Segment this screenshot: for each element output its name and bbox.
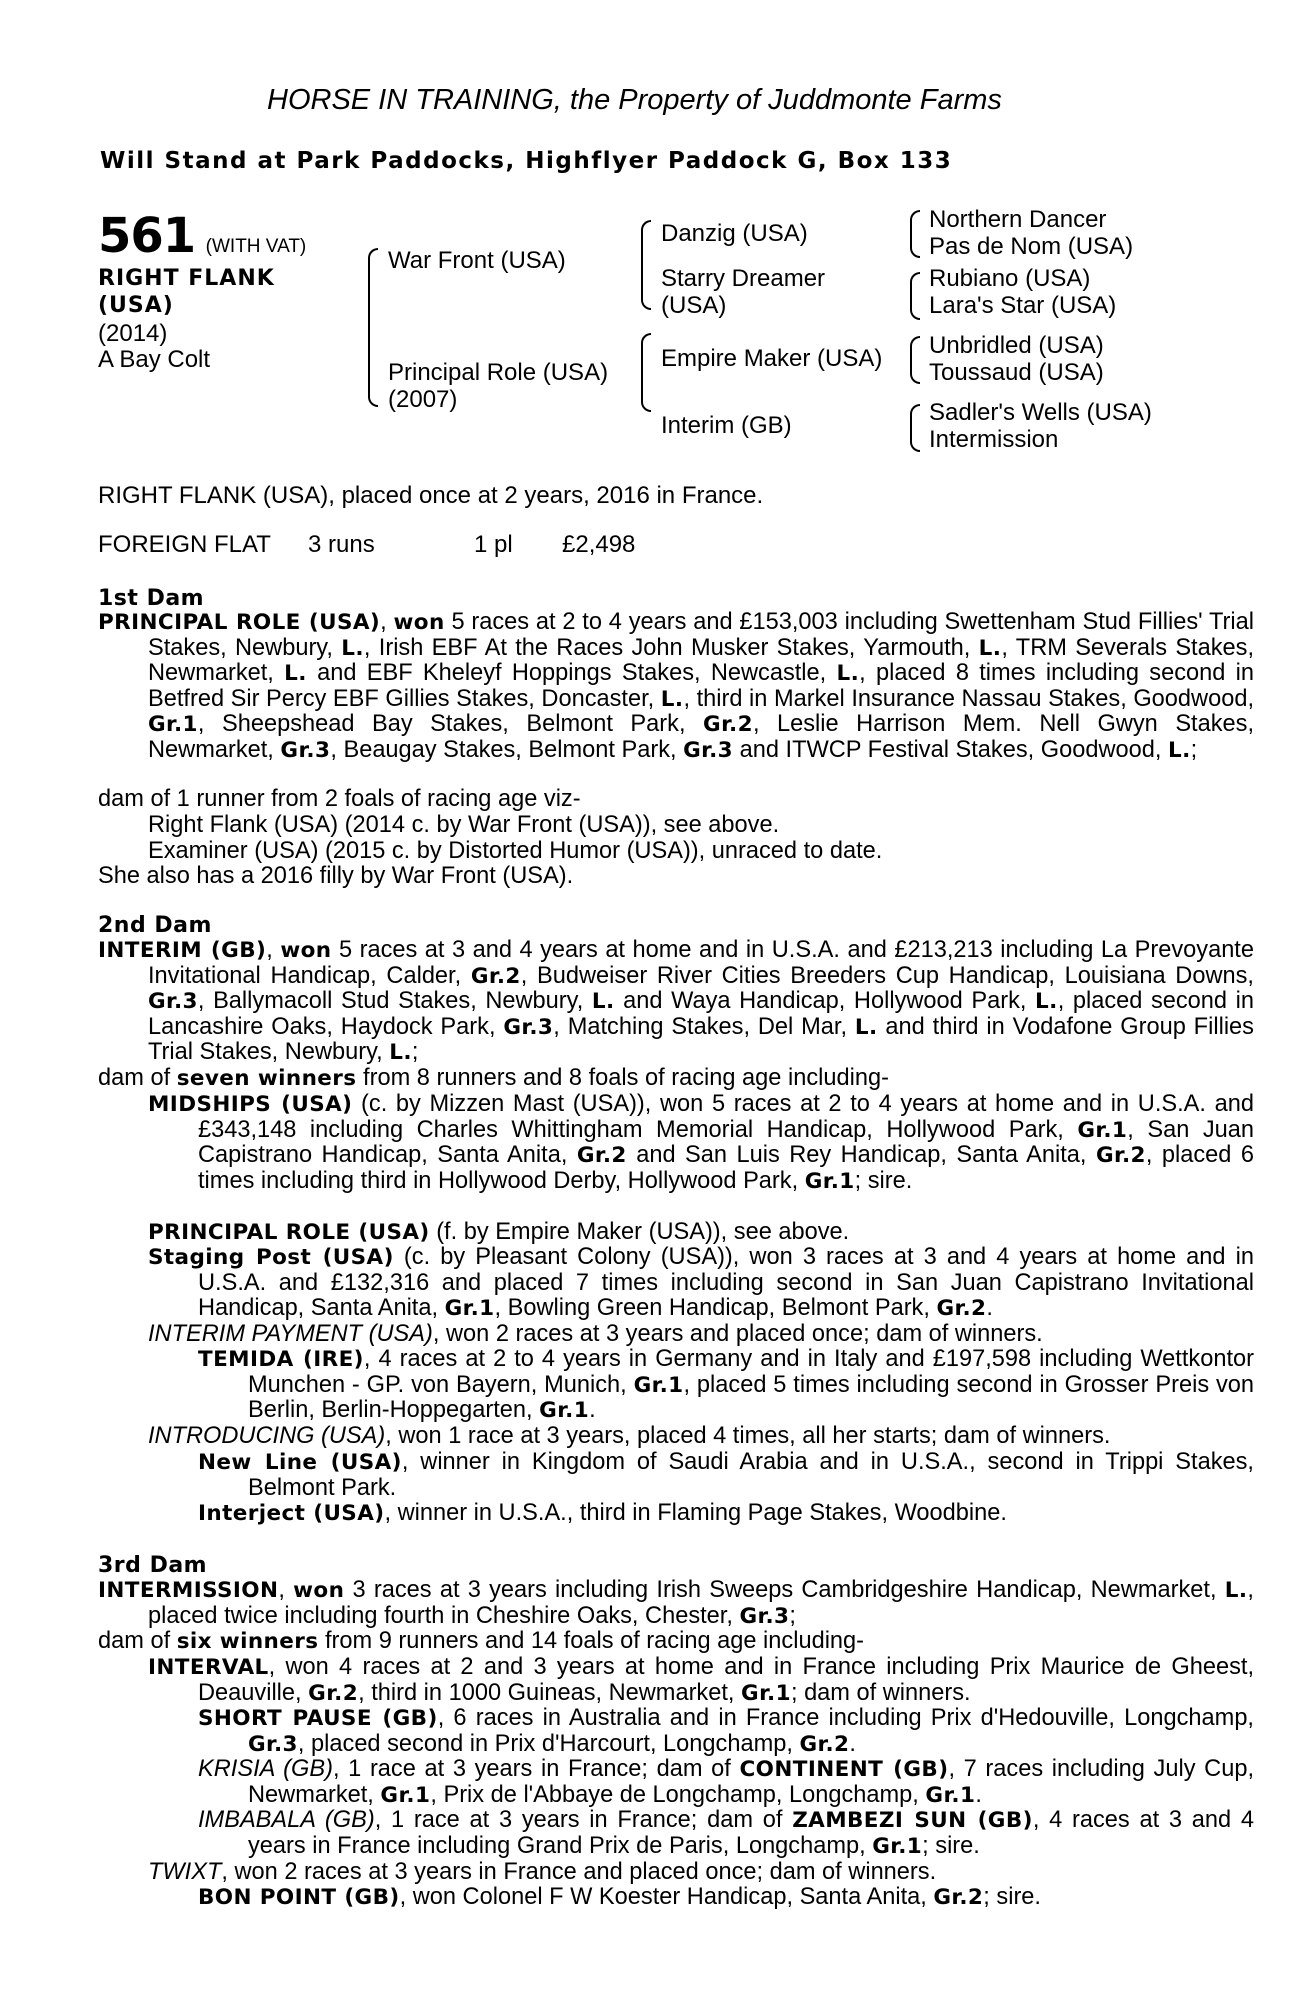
progeny-name: New Line (USA) (198, 1450, 402, 1475)
text: , placed twice including fourth in Cheshire Oaks, Chester, (148, 1577, 1254, 1629)
text: and Waya Handicap, Hollywood Park, (614, 988, 1036, 1015)
text: . (589, 1397, 596, 1424)
progeny-name: TWIXT (148, 1859, 222, 1885)
text: and EBF Kheleyf Hoppings Stakes, Newcastle, (306, 660, 837, 687)
pedigree-gg5: Unbridled (USA) (929, 332, 1104, 359)
text: , placed second in Prix d'Harcourt, Longchamp, (297, 1730, 800, 1757)
text: , placed 8 times including second in Betfred Sir Percy EBF Gillies Stakes, Doncaster, (148, 660, 1255, 712)
progeny-staging-post (148, 1245, 1254, 1322)
group-1: Gr.1 (741, 1680, 791, 1706)
pedigree-sire: War Front (USA) (388, 247, 566, 274)
group-1: Gr.1 (148, 712, 198, 738)
group-3: Gr.3 (683, 737, 734, 763)
record-earnings: £2,498 (562, 531, 636, 558)
sale-title: HORSE IN TRAINING, the Property of Juddmonte Farms (267, 84, 1002, 116)
group-1: Gr.1 (380, 1782, 431, 1808)
text: and third in Vodafone Group Fillies Trial Stakes, Newbury, (148, 1013, 1254, 1066)
lot-number: 561 (98, 208, 196, 264)
progeny-name: PRINCIPAL ROLE (USA) (148, 1220, 430, 1245)
text: , 4 races at 2 to 4 years in Germany and in Italy and £197,598 including Wettkontor Munchen - GP. von Bayern, Munich, (248, 1346, 1254, 1398)
text: , won 2 races at 3 years in France and placed once; dam of winners. (221, 1859, 937, 1885)
progeny-name: MIDSHIPS (USA) (148, 1092, 353, 1117)
text: ; sire. (983, 1884, 1041, 1910)
pedigree-sire-dam-country: (USA) (661, 292, 727, 319)
progeny-bon-point (198, 1885, 1204, 1911)
text: ; sire. (854, 1167, 913, 1194)
progeny-name: INTERIM PAYMENT (USA) (148, 1321, 433, 1347)
text: ; sire. (922, 1832, 980, 1859)
listed: L. (854, 1014, 878, 1040)
group-3: Gr.3 (248, 1731, 298, 1757)
text: , won Colonel F W Koester Handicap, Santa Anita, (399, 1884, 934, 1910)
progeny-name: Staging Post (USA) (148, 1245, 394, 1270)
group-1: Gr.1 (872, 1833, 923, 1859)
progeny-interim-payment (148, 1322, 1204, 1348)
second-dam-heading: 2nd Dam (98, 913, 212, 938)
pedigree-gg3: Rubiano (USA) (929, 265, 1091, 292)
progeny-name: SHORT PAUSE (GB) (198, 1706, 438, 1731)
text: , 1 race at 3 years in France; dam of (332, 1756, 740, 1782)
pedigree-gg1: Northern Dancer (929, 206, 1107, 233)
pedigree-bracket-sire (641, 220, 651, 310)
text: , third in 1000 Guineas, Newmarket, (358, 1679, 742, 1706)
group-1: Gr.1 (804, 1168, 855, 1194)
text: ; dam of winners. (790, 1679, 971, 1706)
text: , won 4 races at 2 and 3 years at home and in France including Prix Maurice de Gheest, Deauville, (198, 1654, 1254, 1706)
first-dam-record: PRINCIPAL ROLE (USA), won 5 races at 2 to 4 years and £153,003 including Swettenham Stud Fillies' Trial Stakes, Newbury, L., Irish EBF At the Races John Musker Stakes, Yarmouth, L., TRM Severals Stakes, Newmarket, L. and EBF Kheleyf Hoppings Stakes, Newcastle, L., placed 8 times including second in Betfred Sir Percy EBF Gillies Stakes, Doncaster, L., third in Markel Insurance Nassau Stakes, Goodwood, Gr.1, Sheepshead Bay Stakes, Belmont Park, Gr.2, Leslie Harrison Mem. Nell Gwyn Stakes, Newmarket, Gr.3, Beaugay Stakes, Belmont Park, Gr.3 and ITWCP Festival Stakes, Goodwood, L.; (98, 609, 1255, 763)
dam-name: INTERIM (GB) (98, 938, 267, 963)
text: (f. by Empire Maker (USA)), see above. (429, 1219, 850, 1245)
text: from 9 runners and 14 foals of racing age including- (318, 1628, 865, 1654)
listed: L. (1167, 737, 1191, 763)
progeny-interval (148, 1655, 1254, 1706)
listed: L. (978, 635, 1002, 661)
pedigree-gg7: Sadler's Wells (USA) (929, 399, 1152, 426)
listed: L. (591, 989, 615, 1015)
pedigree-gg8: Intermission (929, 426, 1059, 453)
foaling-year: (2014) (98, 320, 168, 347)
text: , Budweiser River Cities Breeders Cup Handicap, Louisiana Downs, (520, 962, 1254, 989)
text: , Ballymacoll Stud Stakes, Newbury, (197, 988, 592, 1015)
text: dam of (98, 1628, 177, 1654)
pedigree-bracket-sire-dam (368, 248, 378, 407)
second-dam-record: INTERIM (GB), won 5 races at 3 and 4 years at home and in U.S.A. and £213,213 including La Prevoyante Invitational Handicap, Calder, Gr.2, Budweiser River Cities Breeders Cup Handicap, Louisiana Downs, Gr.3, Ballymacoll Stud Stakes, Newbury, L. and Waya Handicap, Hollywood Park, L., placed second in Lancashire Oaks, Haydock Park, Gr.3, Matching Stakes, Del Mar, L. and third in Vodafone Group Fillies Trial Stakes, Newbury, L.; (98, 937, 1254, 1066)
pedigree-bracket-g1 (910, 210, 920, 258)
text: ; (789, 1602, 796, 1629)
progeny-midships (148, 1092, 1254, 1194)
group-2: Gr.2 (1095, 1143, 1146, 1169)
text: , winner in U.S.A., third in Flaming Page Stakes, Woodbine. (384, 1500, 1007, 1526)
text: , 4 races at 3 and 4 years in France including Grand Prix de Paris, Longchamp, (248, 1807, 1255, 1859)
progeny-name: INTRODUCING (USA) (148, 1423, 386, 1449)
vat-note: (WITH VAT) (205, 236, 307, 257)
text: , Irish EBF At the Races John Musker Stakes, Yarmouth, (363, 634, 979, 661)
horse-name-country: (USA) (98, 293, 174, 318)
horse-description: A Bay Colt (98, 346, 211, 373)
pedigree-bracket-g2 (910, 272, 920, 320)
pedigree-dam-dam: Interim (GB) (661, 412, 792, 439)
grand-progeny-name: ZAMBEZI SUN (GB) (792, 1808, 1033, 1833)
progeny-name: BON POINT (GB) (198, 1885, 400, 1910)
winners-count: six winners (176, 1629, 319, 1654)
text: (c. by Pleasant Colony (USA)), won 3 races at 3 and 4 years at home and in U.S.A. and £132,316 and placed 7 times including second in San Juan Capistrano Invitational Handicap, Santa Anita, (198, 1244, 1255, 1322)
text: , Sheepshead Bay Stakes, Belmont Park, (197, 711, 704, 738)
pedigree-sire-dam: Starry Dreamer (661, 265, 826, 292)
dam-name: INTERMISSION (98, 1578, 279, 1603)
text: and San Luis Rey Handicap, Santa Anita, (626, 1142, 1096, 1169)
text: , 6 races in Australia and in France including Prix d'Hedouville, Longchamp, (437, 1705, 1254, 1731)
progeny-temida (198, 1347, 1254, 1424)
progeny-name: KRISIA (GB) (198, 1756, 333, 1782)
pedigree-sire-sire: Danzig (USA) (661, 220, 808, 247)
text: 5 races at 2 to 4 years and £153,003 including Swettenham Stud Fillies' Trial Stakes, Newbury, (148, 609, 1254, 661)
progeny-short-pause (198, 1706, 1254, 1757)
pedigree-dam-sire: Empire Maker (USA) (661, 345, 883, 372)
won-word: won (393, 610, 445, 635)
winners-count: seven winners (176, 1066, 357, 1091)
group-3: Gr.3 (148, 989, 198, 1015)
progeny-name: INTERVAL (148, 1655, 269, 1680)
text: , TRM Severals Stakes, Newmarket, (148, 634, 1254, 687)
group-3: Gr.3 (503, 1014, 554, 1040)
progeny-name: IMBABALA (GB) (198, 1807, 375, 1833)
pedigree-gg6: Toussaud (USA) (929, 359, 1104, 386)
text: and ITWCP Festival Stakes, Goodwood, (733, 736, 1168, 763)
listed: L. (1224, 1578, 1248, 1603)
listed: L. (836, 661, 860, 687)
text: . (975, 1781, 982, 1808)
group-1: Gr.1 (539, 1398, 590, 1424)
group-2: Gr.2 (470, 963, 521, 989)
text: from 8 runners and 8 foals of racing age including- (356, 1065, 889, 1091)
third-dam-record: INTERMISSION, won 3 races at 3 years including Irish Sweeps Cambridgeshire Handicap, Newmarket, L., placed twice including fourth in Cheshire Oaks, Chester, Gr.3; (98, 1577, 1254, 1629)
progeny-new-line (198, 1450, 1254, 1501)
group-1: Gr.1 (1077, 1117, 1128, 1143)
progeny-introducing (148, 1424, 1204, 1450)
text: . (849, 1730, 856, 1757)
text: , winner in Kingdom of Saudi Arabia and in U.S.A., second in Trippi Stakes, Belmont Park. (248, 1449, 1254, 1501)
dam-name: PRINCIPAL ROLE (USA) (98, 610, 381, 635)
text: , Matching Stakes, Del Mar, (553, 1013, 855, 1040)
record-runs: 3 runs (308, 531, 375, 558)
text: 3 races at 3 years including Irish Sweeps Cambridgeshire Handicap, Newmarket, (344, 1577, 1225, 1603)
group-1: Gr.1 (925, 1782, 976, 1808)
won-word: won (293, 1578, 345, 1603)
grand-progeny-name: CONTINENT (GB) (739, 1757, 949, 1782)
group-2: Gr.2 (799, 1731, 850, 1757)
record-label: FOREIGN FLAT (98, 531, 271, 558)
group-3: Gr.3 (739, 1603, 790, 1629)
text: , won 2 races at 3 years and placed once; dam of winners. (432, 1321, 1043, 1347)
text: , 7 races including July Cup, Newmarket, (248, 1756, 1255, 1808)
text: , Beaugay Stakes, Belmont Park, (330, 736, 684, 763)
third-dam-heading: 3rd Dam (98, 1553, 208, 1578)
group-3: Gr.3 (280, 737, 331, 763)
horse-name: RIGHT FLANK (98, 266, 275, 291)
text: , Leslie Harrison Mem. Nell Gwyn Stakes, Newmarket, (148, 711, 1255, 763)
pedigree-bracket-dam (641, 333, 651, 412)
progeny-name: Interject (USA) (198, 1501, 385, 1526)
listed: L. (389, 1040, 412, 1066)
venue-line: Will Stand at Park Paddocks, Highflyer Paddock G, Box 133 (100, 148, 953, 174)
group-2: Gr.2 (936, 1296, 987, 1322)
pedigree-dam-year: (2007) (388, 386, 458, 413)
group-1: Gr.1 (633, 1372, 684, 1398)
group-1: Gr.1 (444, 1296, 495, 1322)
pedigree-gg2: Pas de Nom (USA) (929, 233, 1134, 260)
text: , Bowling Green Handicap, Belmont Park, (494, 1295, 937, 1322)
listed: L. (660, 686, 684, 712)
text: , 1 race at 3 years in France; dam of (374, 1807, 793, 1833)
pedigree-bracket-g3 (910, 336, 920, 384)
text: ; (1190, 736, 1198, 763)
lot-number-block (98, 208, 306, 264)
pedigree-gg4: Lara's Star (USA) (929, 292, 1117, 319)
text: 5 races at 3 and 4 years at home and in U.S.A. and £213,213 including La Prevoyante Invitational Handicap, Calder, (148, 937, 1254, 989)
listed: L. (284, 661, 307, 687)
progeny-name: TEMIDA (IRE) (198, 1347, 364, 1372)
won-word: won (280, 938, 332, 963)
second-dam-produce-intro (98, 1066, 1204, 1092)
text: dam of (98, 1065, 177, 1091)
text: . (986, 1295, 993, 1322)
progeny-twixt (148, 1860, 1204, 1886)
progeny-krisia (198, 1757, 1254, 1808)
group-2: Gr.2 (933, 1885, 984, 1910)
pedigree-bracket-g4 (910, 404, 920, 452)
text: (c. by Mizzen Mast (USA)), won 5 races at 2 to 4 years at home and in U.S.A. and £343,148 including Charles Whittingham Memorial Handicap, Hollywood Park, (198, 1091, 1254, 1143)
text: , placed 5 times including second in Grosser Preis von Berlin, Berlin-Hoppegarten, (248, 1371, 1255, 1424)
first-dam-also: She also has a 2016 filly by War Front (USA). (98, 863, 574, 889)
progeny-principal-role (148, 1220, 1254, 1246)
progeny-imbabala (198, 1808, 1254, 1859)
text: , San Juan Capistrano Handicap, Santa Anita, (198, 1116, 1254, 1169)
group-2: Gr.2 (308, 1680, 359, 1706)
listed: L. (1035, 989, 1058, 1015)
text: , placed second in Lancashire Oaks, Haydock Park, (148, 988, 1254, 1040)
first-dam-progeny-1: Right Flank (USA) (2014 c. by War Front (USA)), see above. (148, 812, 780, 838)
group-2: Gr.2 (576, 1143, 627, 1169)
race-summary: RIGHT FLANK (USA), placed once at 2 years, 2016 in France. (98, 482, 764, 509)
text: , third in Markel Insurance Nassau Stakes, Goodwood, (683, 685, 1254, 712)
first-dam-progeny-2: Examiner (USA) (2015 c. by Distorted Humor (USA)), unraced to date. (148, 838, 883, 864)
first-dam-produce-intro: dam of 1 runner from 2 foals of racing age viz- (98, 786, 581, 812)
text: ; (411, 1039, 419, 1066)
progeny-interject (198, 1501, 1204, 1527)
text: , won 1 race at 3 years, placed 4 times, all her starts; dam of winners. (385, 1423, 1111, 1449)
third-dam-produce-intro (98, 1629, 1204, 1655)
first-dam-heading: 1st Dam (98, 586, 205, 611)
text: , Prix de l'Abbaye de Longchamp, Longchamp, (430, 1781, 926, 1808)
listed: L. (341, 635, 364, 661)
pedigree-dam: Principal Role (USA) (388, 359, 609, 386)
group-2: Gr.2 (703, 712, 753, 738)
text: , placed 6 times including third in Hollywood Derby, Hollywood Park, (198, 1142, 1254, 1194)
record-placed: 1 pl (474, 531, 513, 558)
